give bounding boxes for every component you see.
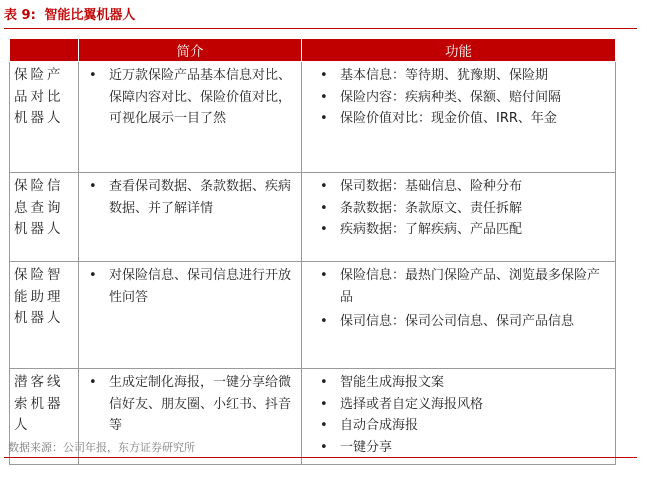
table-row	[10, 173, 616, 262]
list-item	[83, 265, 297, 308]
bullet-icon: •	[89, 68, 97, 83]
function-text: 智能生成海报文案	[340, 375, 445, 390]
list-item	[306, 87, 611, 109]
bullet-icon: •	[320, 314, 328, 329]
intro-text: 对保险信息、保司信息进行开放性问答	[109, 268, 292, 305]
intro-text: 生成定制化海报，一键分享给微信好友、朋友圈、小红书、抖音等	[109, 375, 292, 433]
list-item	[306, 437, 611, 459]
header-functions: 功能	[302, 39, 616, 62]
header-intro: 简介	[79, 39, 302, 62]
function-text: 保司信息：保司公司信息、保司产品信息	[340, 314, 575, 329]
list-item	[83, 176, 297, 219]
function-text: 基本信息：等待期、犹豫期、保险期	[340, 68, 549, 83]
row-intro	[79, 62, 302, 173]
row-functions	[302, 262, 616, 369]
bullet-icon: •	[320, 418, 328, 433]
row-name: 保险智能助理机器人	[10, 262, 79, 369]
function-text: 选择或者自定义海报风格	[340, 396, 484, 412]
list-item	[83, 372, 297, 437]
table-caption	[4, 6, 637, 29]
bullet-icon: •	[320, 439, 328, 455]
bullet-icon: •	[320, 268, 328, 283]
header-row	[10, 39, 616, 62]
bottom-divider	[4, 457, 637, 458]
row-intro	[79, 173, 302, 262]
intro-text: 近万款保险产品基本信息对比、保障内容对比、保险价值对比，可视化展示一目了然	[109, 68, 292, 126]
row-functions	[302, 62, 616, 173]
bullet-icon: •	[320, 375, 328, 390]
row-functions	[302, 173, 616, 262]
robots-table	[9, 38, 616, 465]
bullet-icon: •	[89, 179, 97, 194]
function-text: 一键分享	[340, 439, 393, 455]
list-item	[306, 311, 611, 333]
row-intro	[79, 262, 302, 369]
bullet-icon: •	[320, 68, 328, 83]
function-text: 保险价值对比：现金价值、IRR、年金	[340, 111, 557, 126]
function-text: 自动合成海报	[340, 418, 419, 433]
bullet-icon: •	[89, 268, 97, 283]
function-text: 保险信息：最热门保险产品、浏览最多保险产品	[340, 268, 601, 305]
list-item	[306, 65, 611, 87]
bullet-icon: •	[320, 396, 328, 412]
list-item	[306, 372, 611, 394]
function-text: 保司数据：基础信息、险种分布	[340, 179, 523, 194]
intro-text: 查看保司数据、条款数据、疾病数据、并了解详情	[109, 179, 292, 216]
source-note: 数据来源：公司年报，东方证券研究所	[8, 441, 195, 454]
row-name: 保险产品对比机器人	[10, 62, 79, 173]
bullet-icon: •	[320, 111, 328, 126]
list-item	[306, 198, 611, 220]
bullet-icon: •	[89, 375, 97, 390]
table-row	[10, 262, 616, 369]
row-name: 潜客线索机器人	[10, 369, 79, 465]
function-text: 疾病数据：了解疾病、产品匹配	[340, 222, 523, 237]
function-text: 保险内容：疾病种类、保额、赔付间隔	[340, 89, 562, 105]
caption-label: 表 9:	[4, 8, 36, 23]
header-name	[10, 39, 79, 62]
bullet-icon: •	[320, 179, 328, 194]
list-item	[306, 108, 611, 130]
list-item	[306, 176, 611, 198]
list-item	[306, 394, 611, 416]
list-item	[306, 219, 611, 241]
row-functions	[302, 369, 616, 465]
list-item	[83, 65, 297, 130]
function-text: 条款数据：条款原文、责任拆解	[340, 200, 523, 216]
bullet-icon: •	[320, 89, 328, 105]
list-item	[306, 265, 611, 308]
table-row	[10, 62, 616, 173]
caption-title: 智能比翼机器人	[44, 8, 136, 23]
row-name: 保险信息查询机器人	[10, 173, 79, 262]
bullet-icon: •	[320, 200, 328, 216]
list-item	[306, 415, 611, 437]
bullet-icon: •	[320, 222, 328, 237]
